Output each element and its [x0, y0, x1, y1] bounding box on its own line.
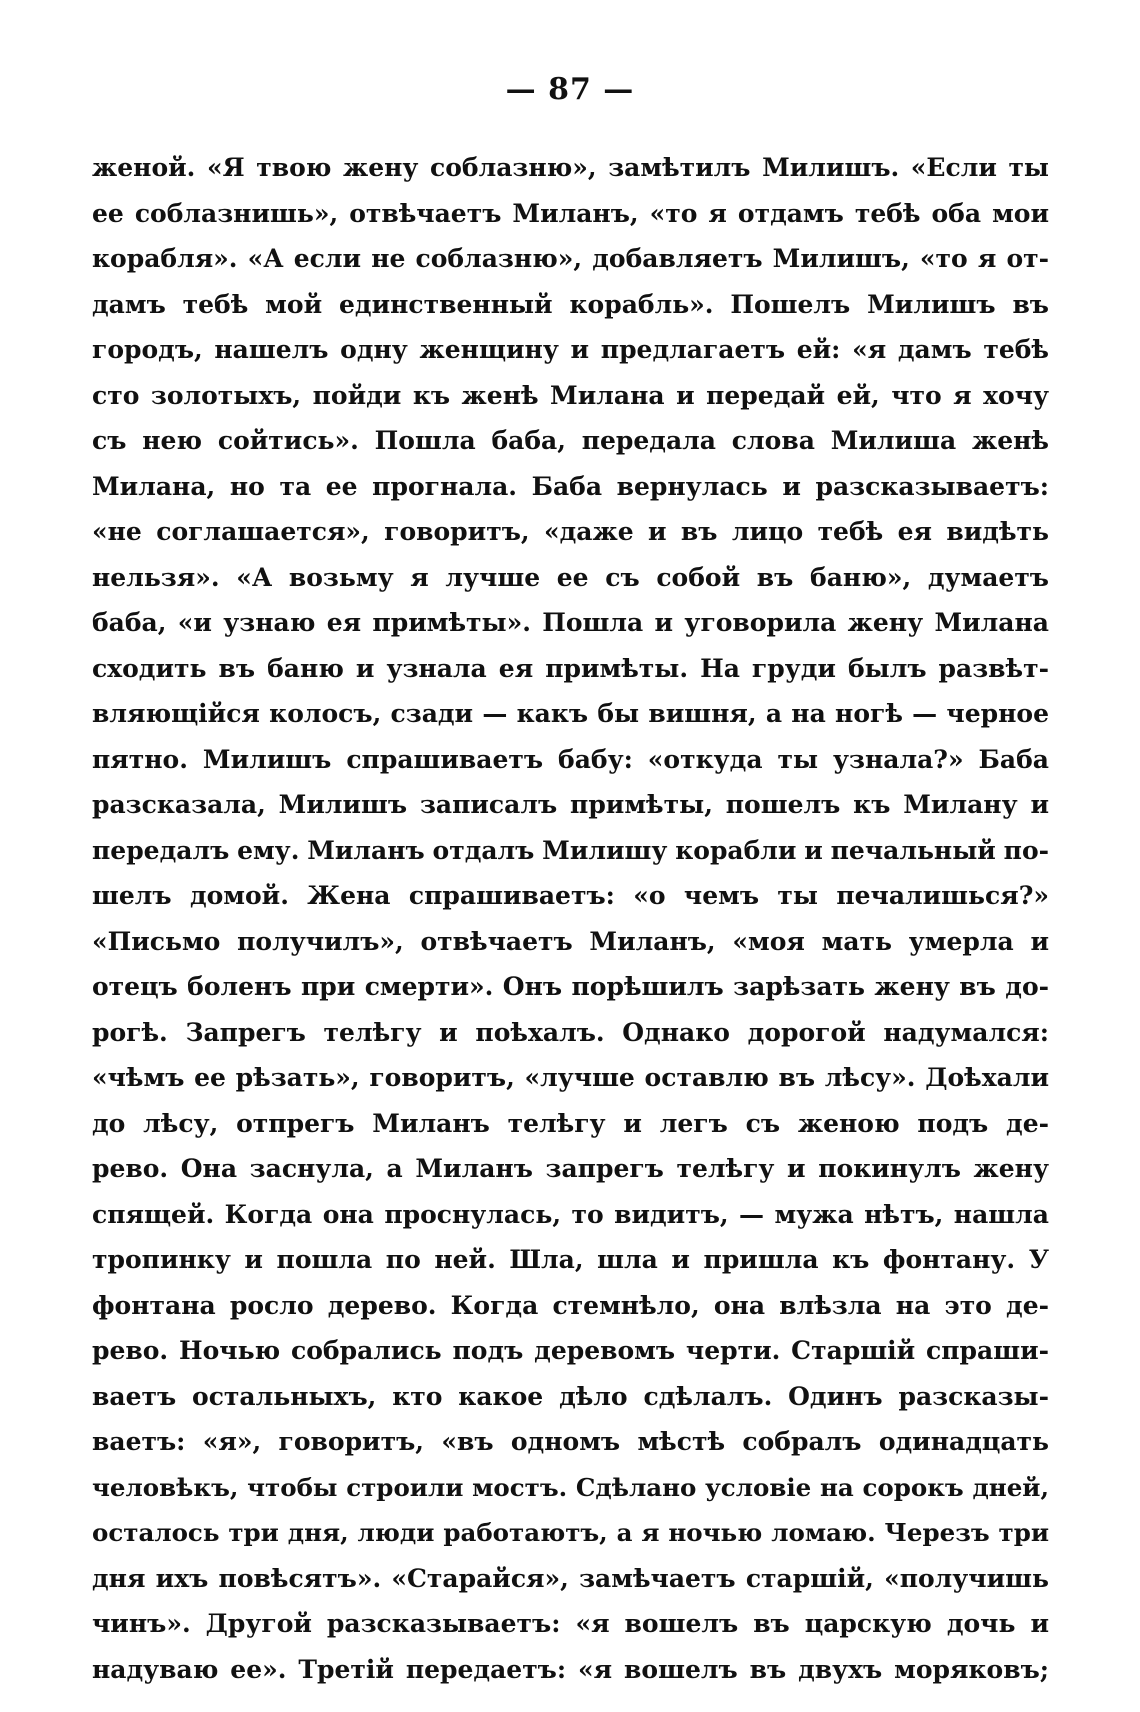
text-line: рогѣ. Запрегъ телѣгу и поѣхалъ. Однако дорогой надумался:	[92, 1017, 1049, 1047]
text-line: рево. Она заснула, а Миланъ запрегъ телѣгу и покинулъ жену	[92, 1154, 1049, 1183]
text-line: тропинку и пошла по ней. Шла, шла и пришла къ фонтану. У	[92, 1245, 1049, 1274]
text-line: человѣкъ, чтобы строили мостъ. Сдѣлано условіе на сорокъ дней,	[92, 1472, 1049, 1502]
text-line: осталось три дня, люди работаютъ, а я ночью ломаю. Черезъ три	[92, 1518, 1049, 1547]
text-line: разсказала, Милишъ записалъ примѣты, пошелъ къ Милану и	[92, 790, 1049, 819]
text-line: спящей. Когда она проснулась, то видитъ, — мужа нѣтъ, нашла	[92, 1199, 1049, 1229]
text-line: дня ихъ повѣсятъ». «Старайся», замѣчаетъ старшій, «получишь	[92, 1563, 1049, 1593]
text-line: баба, «и узнаю ея примѣты». Пошла и уговорила жену Милана	[92, 608, 1049, 637]
text-line: передалъ ему. Миланъ отдалъ Милишу корабли и печальный по-	[92, 835, 1049, 865]
text-line: вляющійся колосъ, сзади — какъ бы вишня, а на ногѣ — черное	[92, 699, 1049, 728]
text-line: Милана, но та ее прогнала. Баба вернулась и разсказываетъ:	[92, 471, 1049, 501]
text-line: сто золотыхъ, пойди къ женѣ Милана и передай ей, что я хочу	[92, 380, 1049, 410]
text-line: съ нею сойтись». Пошла баба, передала слова Милиша женѣ	[92, 426, 1049, 455]
text-line: ее соблазнишь», отвѣчаетъ Миланъ, «то я отдамъ тебѣ оба мои	[92, 198, 1049, 228]
text-line: ваетъ остальныхъ, кто какое дѣло сдѣлалъ. Одинъ разсказы-	[92, 1381, 1049, 1411]
text-line: сходить въ баню и узнала ея примѣты. На груди былъ развѣт-	[92, 653, 1049, 683]
text-line: городъ, нашелъ одну женщину и предлагаетъ ей: «я дамъ тебѣ	[92, 335, 1049, 364]
text-line: ваетъ: «я», говоритъ, «въ одномъ мѣстѣ собралъ одинадцать	[92, 1427, 1049, 1456]
text-line: до лѣсу, отпрегъ Миланъ телѣгу и легъ съ женою подъ де-	[92, 1108, 1049, 1138]
page-number: — 87 —	[505, 72, 635, 107]
text-line: фонтана росло дерево. Когда стемнѣло, она влѣзла на это де-	[92, 1290, 1049, 1320]
text-line: пятно. Милишъ спрашиваетъ бабу: «откуда ты узнала?» Баба	[92, 744, 1049, 774]
body-text	[92, 145, 1049, 1692]
text-line: шелъ домой. Жена спрашиваетъ: «о чемъ ты печалишься?»	[92, 881, 1049, 910]
text-line: рево. Ночью собрались подъ деревомъ черти. Старшій спраши-	[92, 1336, 1049, 1365]
text-line: женой. «Я твою жену соблазню», замѣтилъ Милишъ. «Если ты	[92, 153, 1049, 182]
text-line: «чѣмъ ее рѣзать», говоритъ, «лучше оставлю въ лѣсу». Доѣхали	[92, 1063, 1049, 1092]
text-line: «Письмо получилъ», отвѣчаетъ Миланъ, «моя мать умерла и	[92, 926, 1049, 956]
text-line: дамъ тебѣ мой единственный корабль». Пошелъ Милишъ въ	[92, 289, 1049, 319]
text-line: нельзя». «А возьму я лучше ее съ собой въ баню», думаетъ	[92, 562, 1049, 592]
text-line: надуваю ее». Третій передаетъ: «я вошелъ въ двухъ моряковъ;	[92, 1654, 1049, 1684]
text-line: чинъ». Другой разсказываетъ: «я вошелъ въ царскую дочь и	[92, 1609, 1049, 1638]
text-line: корабля». «А если не соблазню», добавляетъ Милишъ, «то я от-	[92, 244, 1049, 273]
text-line: отецъ боленъ при смерти». Онъ порѣшилъ зарѣзать жену въ до-	[92, 972, 1049, 1001]
text-line: «не соглашается», говоритъ, «даже и въ лицо тебѣ ея видѣть	[92, 517, 1049, 546]
